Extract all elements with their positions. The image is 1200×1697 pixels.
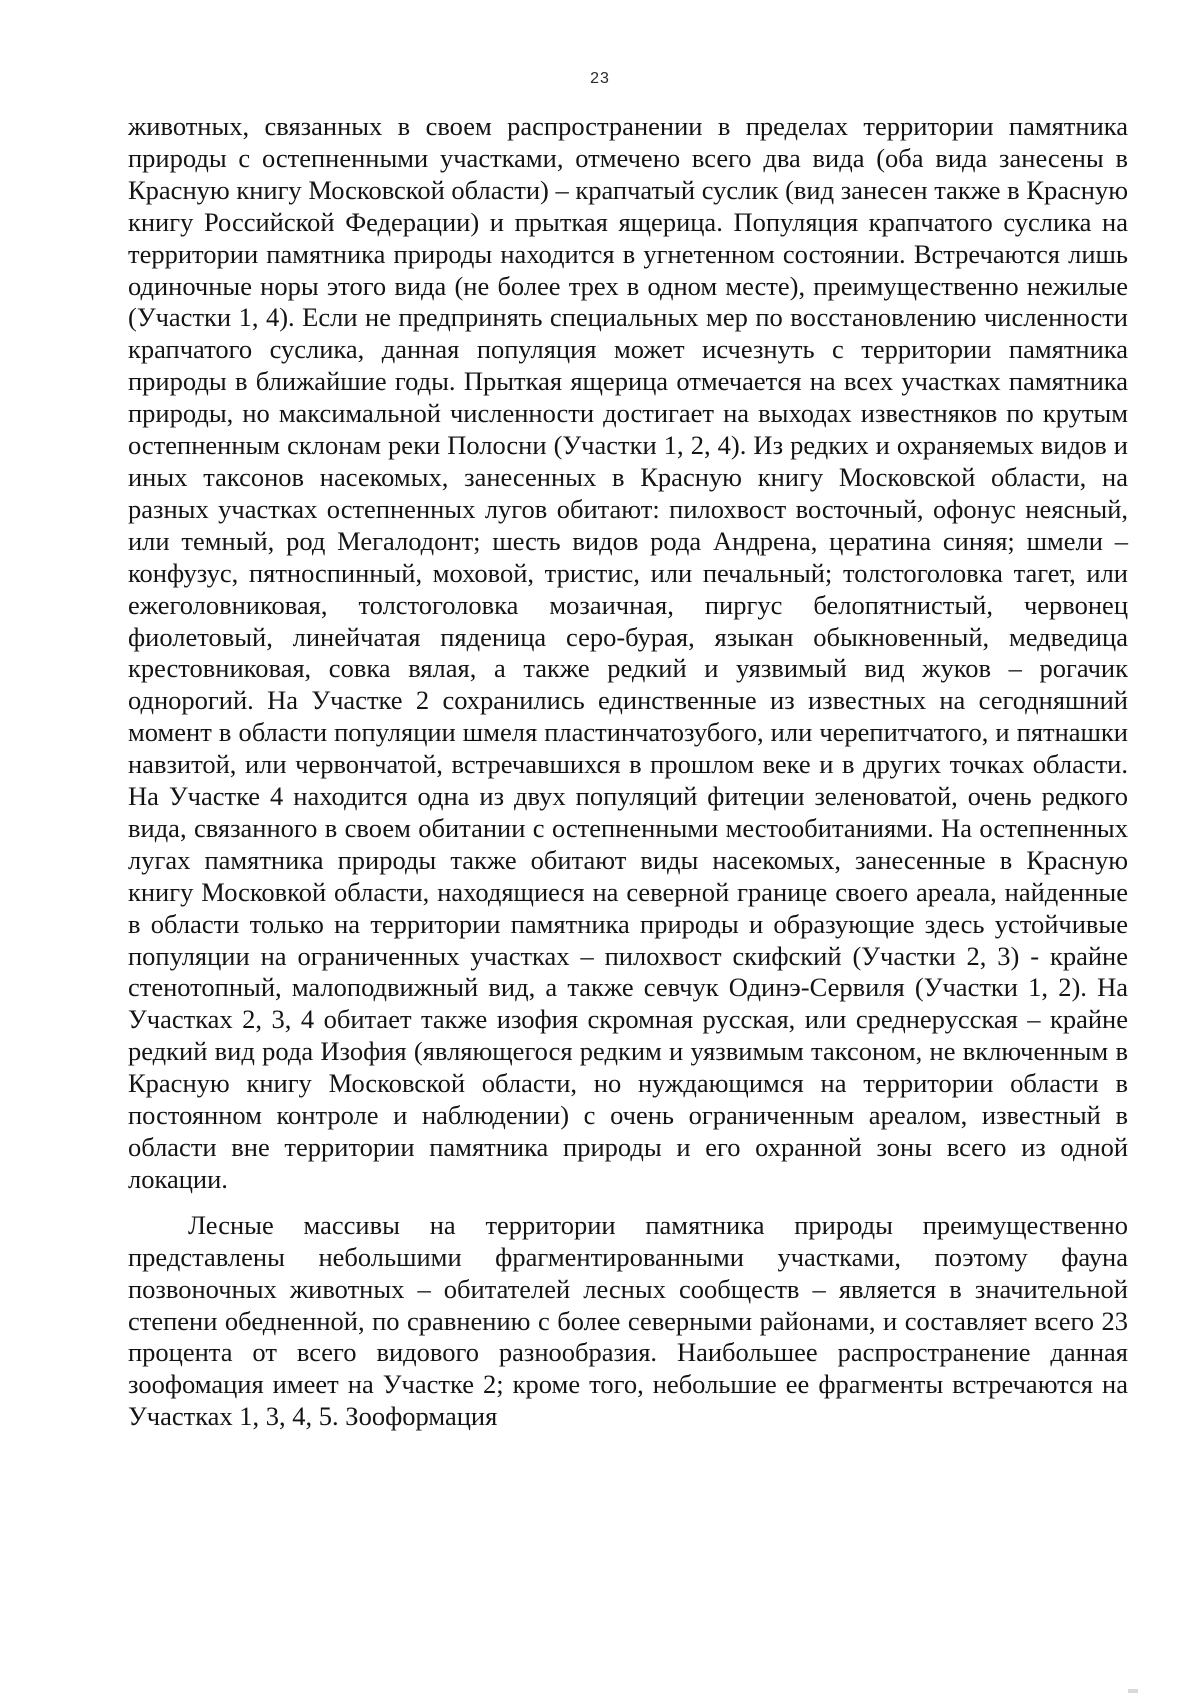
paragraph-forest-fauna: Лесные массивы на территории памятника природы преимущественно представлены небольшими фрагментированными участками, поэтому фауна позвоночных животных – обитателей лесных сообществ – является в значительной степени обедненной, по сравнению с более северными районами, и составляет всего 23 процента от всего видового разнообразия. Наибольшее распространение данная зоофомация имеет на Участке 2; кроме того, небольшие ее фрагменты встречаются на Участках 1, 3, 4, 5. Зооформация (128, 1209, 1128, 1432)
page-number: 23 (590, 70, 610, 87)
scan-speck (1128, 1689, 1138, 1693)
paragraph-steppe-fauna: животных, связанных в своем распространении в пределах территории памятника природы с остепненными участками, отмечено всего два вида (оба вида занесены в Красную книгу Московской области) – крапчатый суслик (вид занесен также в Красную книгу Российской Федерации) и прыткая ящерица. Популяция крапчатого суслика на территории памятника природы находится в угнетенном состоянии. Встречаются лишь одиночные норы этого вида (не более трех в одном месте), преимущественно нежилые (Участки 1, 4). Если не предпринять специальных мер по восстановлению численности крапчатого суслика, данная популяция может исчезнуть с территории памятника природы в ближайшие годы. Прыткая ящерица отмечается на всех участках памятника природы, но максимальной численности достигает на выходах известняков по крутым остепненным склонам реки Полосни (Участки 1, 2, 4). Из редких и охраняемых видов и иных таксонов насекомых, занесенных в Красную книгу Московской области, на разных участках остепненных лугов обитают: пилохвост восточный, офонус неясный, или темный, род Мегалодонт; шесть видов рода Андрена, цератина синяя; шмели – конфузус, пятноспинный, моховой, тристис, или печальный; толстоголовка тагет, или ежеголовниковая, толстоголовка мозаичная, пиргус белопятнистый, червонец фиолетовый, линейчатая пяденица серо-бурая, языкан обыкновенный, медведица крестовниковая, совка вялая, а также редкий и уязвимый вид жуков – рогачик однорогий. На Участке 2 сохранились единственные из известных на сегодняшний момент в области популяции шмеля пластинчатозубого, или черепитчатого, и пятнашки навзитой, или червончатой, встречавшихся в прошлом веке и в других точках области. На Участке 4 находится одна из двух популяций фитеции зеленоватой, очень редкого вида, связанного в своем обитании с остепненными местообитаниями. На остепненных лугах памятника природы также обитают виды насекомых, занесенные в Красную книгу Московкой области, находящиеся на северной границе своего ареала, найденные в области только на территории памятника природы и образующие здесь устойчивые популяции на ограниченных участках – пилохвост скифский (Участки 2, 3) - крайне стенотопный, малоподвижный вид, а также севчук Одинэ-Сервиля (Участки 1, 2). На Участках 2, 3, 4 обитает также изофия скромная русская, или среднерусская – крайне редкий вид рода Изофия (являющегося редким и уязвимым таксоном, не включенным в Красную книгу Московской области, но нуждающимся на территории области в постоянном контроле и наблюдении) с очень ограниченным ареалом, известный в области вне территории памятника природы и его охранной зоны всего из одной локации. (128, 111, 1128, 1194)
document-body (128, 111, 1128, 1433)
